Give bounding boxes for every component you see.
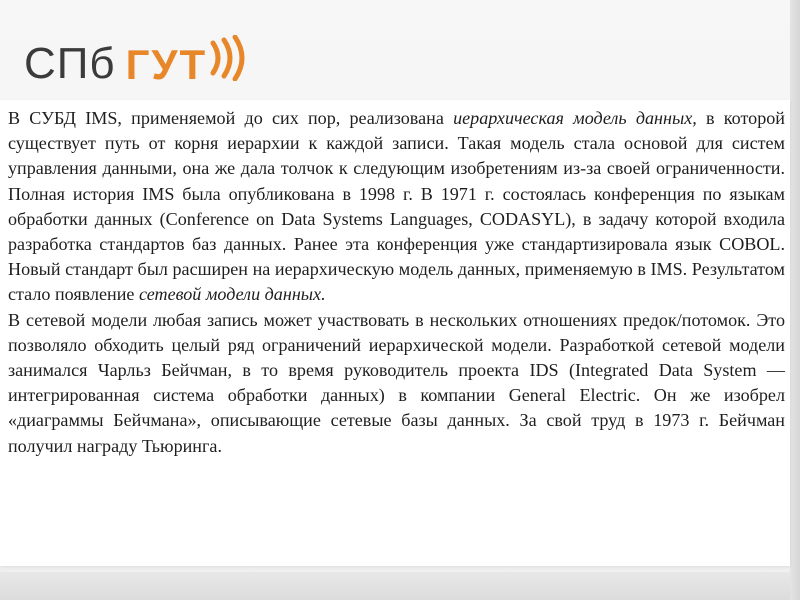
p1-text-1: В СУБД IMS, применяемой до сих пор, реализована bbox=[8, 108, 454, 128]
sound-waves-icon bbox=[209, 35, 249, 85]
p1-text-2: в которой существует путь от корня иерархии к каждой записи. Такая модель стала основой для систем управления данными, она же дала толчок к следующим изобретениям из-за своей ограниченности. Полная история IMS была опубликована в 1998 г. В 1971 г. состоялась конференция по языкам обработки данных (Conference on Data Systems Languages, CODASYL), в задачу которой входила разработка стандартов баз данных. Ранее эта конференция уже стандартизировала язык COBOL. Новый стандарт был расширен на иерархическую модель данных, применяемую в IMS. Результатом стало появление bbox=[8, 108, 785, 305]
paragraph-hierarchical-model bbox=[8, 106, 785, 308]
logo-spb-text: СПб bbox=[24, 39, 116, 88]
term-network-model: сетевой модели данных. bbox=[138, 284, 326, 305]
logo-gut-text: ГУТ bbox=[125, 41, 208, 88]
right-decor-bar bbox=[790, 0, 800, 600]
term-hierarchical-model: иерархическая модель данных, bbox=[453, 108, 697, 128]
body-text bbox=[8, 106, 785, 459]
sut-logo bbox=[24, 34, 249, 86]
paragraph-network-model: В сетевой модели любая запись может участвовать в нескольких отношениях предок/потомок. Это позволяло обходить целый ряд ограничений иерархической модели. Разработкой сетевой модели занимался Чарльз Бейчман, в то время руководитель проекта IDS (Integrated Data System — интегрированная система обработки данных) в компании General Electric. Он же изобрел «диаграммы Бейчмана», описывающие сетевые базы данных. За свой труд в 1973 г. Бейчман получил награду Тьюринга. bbox=[8, 309, 785, 456]
bottom-decor-strip bbox=[0, 572, 790, 600]
